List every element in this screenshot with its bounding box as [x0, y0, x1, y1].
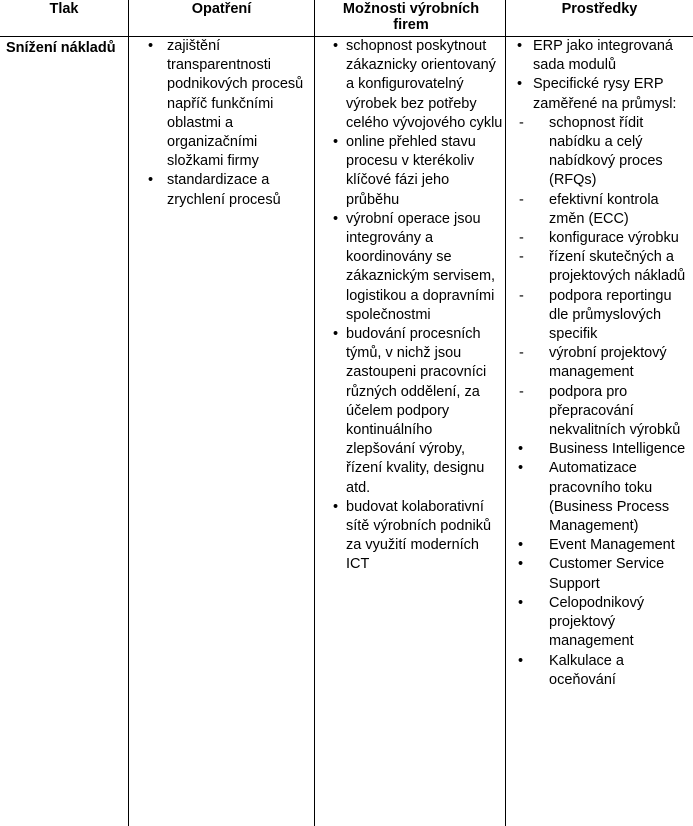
list-item: • Event Management — [513, 536, 693, 555]
opatreni-cell — [137, 37, 312, 210]
moznosti-list — [328, 37, 504, 575]
list-item: - schopnost řídit nabídku a celý nabídkový proces (RFQs) — [513, 114, 693, 191]
header-prostredky-text: Prostředky — [561, 1, 638, 17]
list-item: • Business Intelligence — [513, 440, 693, 459]
header-prostredky — [506, 0, 693, 36]
header-tlak-text: Tlak — [49, 1, 79, 17]
list-item: - podpora pro přepracování nekvalitních výrobků — [513, 383, 693, 441]
list-item: - konfigurace výrobku — [513, 229, 693, 248]
list-item: - podpora reportingu dle průmyslových specifik — [513, 287, 693, 345]
moznosti-cell — [328, 37, 504, 575]
list-item: - výrobní projektový management — [513, 344, 693, 382]
list-item: • budovat kolaborativní sítě výrobních podniků za využití moderních ICT — [328, 498, 504, 575]
tlak-cell — [6, 39, 116, 57]
header-opatreni-text: Opatření — [191, 1, 252, 17]
opatreni-list — [137, 37, 312, 210]
list-item: • ERP jako integrovaná sada modulů — [513, 37, 693, 75]
header-opatreni — [129, 0, 314, 36]
list-item: • online přehled stavu procesu v kterékoliv klíčové fázi jeho průběhu — [328, 133, 504, 210]
list-item: • Automatizace pracovního toku (Business Process Management) — [513, 459, 693, 536]
list-item: • výrobní operace jsou integrovány a koordinovány se zákaznickým servisem, logistikou a dopravními společnostmi — [328, 210, 504, 325]
header-moznosti — [328, 1, 494, 37]
header-moznosti-text: Možnosti výrobních firem — [342, 1, 480, 33]
prostredky-cell — [513, 37, 693, 690]
list-item: • zajištění transparentnosti podnikových procesů napříč funkčními oblastmi a organizačními složkami firmy — [137, 37, 312, 171]
list-item: - efektivní kontrola změn (ECC) — [513, 191, 693, 229]
list-item: • Kalkulace a oceňování — [513, 652, 693, 690]
list-item: • standardizace a zrychlení procesů — [137, 171, 312, 209]
list-item: • budování procesních týmů, v nichž jsou zastoupeni pracovníci různých oddělení, za účelem podpory kontinuálního zlepšování výroby, řízení kvality, designu atd. — [328, 325, 504, 498]
header-tlak — [0, 0, 128, 36]
list-item: • Celopodnikový projektový management — [513, 594, 693, 652]
list-item: • Customer Service Support — [513, 555, 693, 593]
column-divider — [505, 0, 506, 826]
tlak-text: Snížení nákladů — [6, 40, 116, 56]
prostredky-list — [513, 37, 693, 690]
list-item: • schopnost poskytnout zákaznicky orientovaný a konfigurovatelný výrobek bez potřeby celého vývojového cyklu — [328, 37, 504, 133]
column-divider — [128, 0, 129, 826]
list-item: • Specifické rysy ERP zaměřené na průmysl: — [513, 75, 693, 113]
column-divider — [314, 0, 315, 826]
list-item: - řízení skutečných a projektových nákladů — [513, 248, 693, 286]
